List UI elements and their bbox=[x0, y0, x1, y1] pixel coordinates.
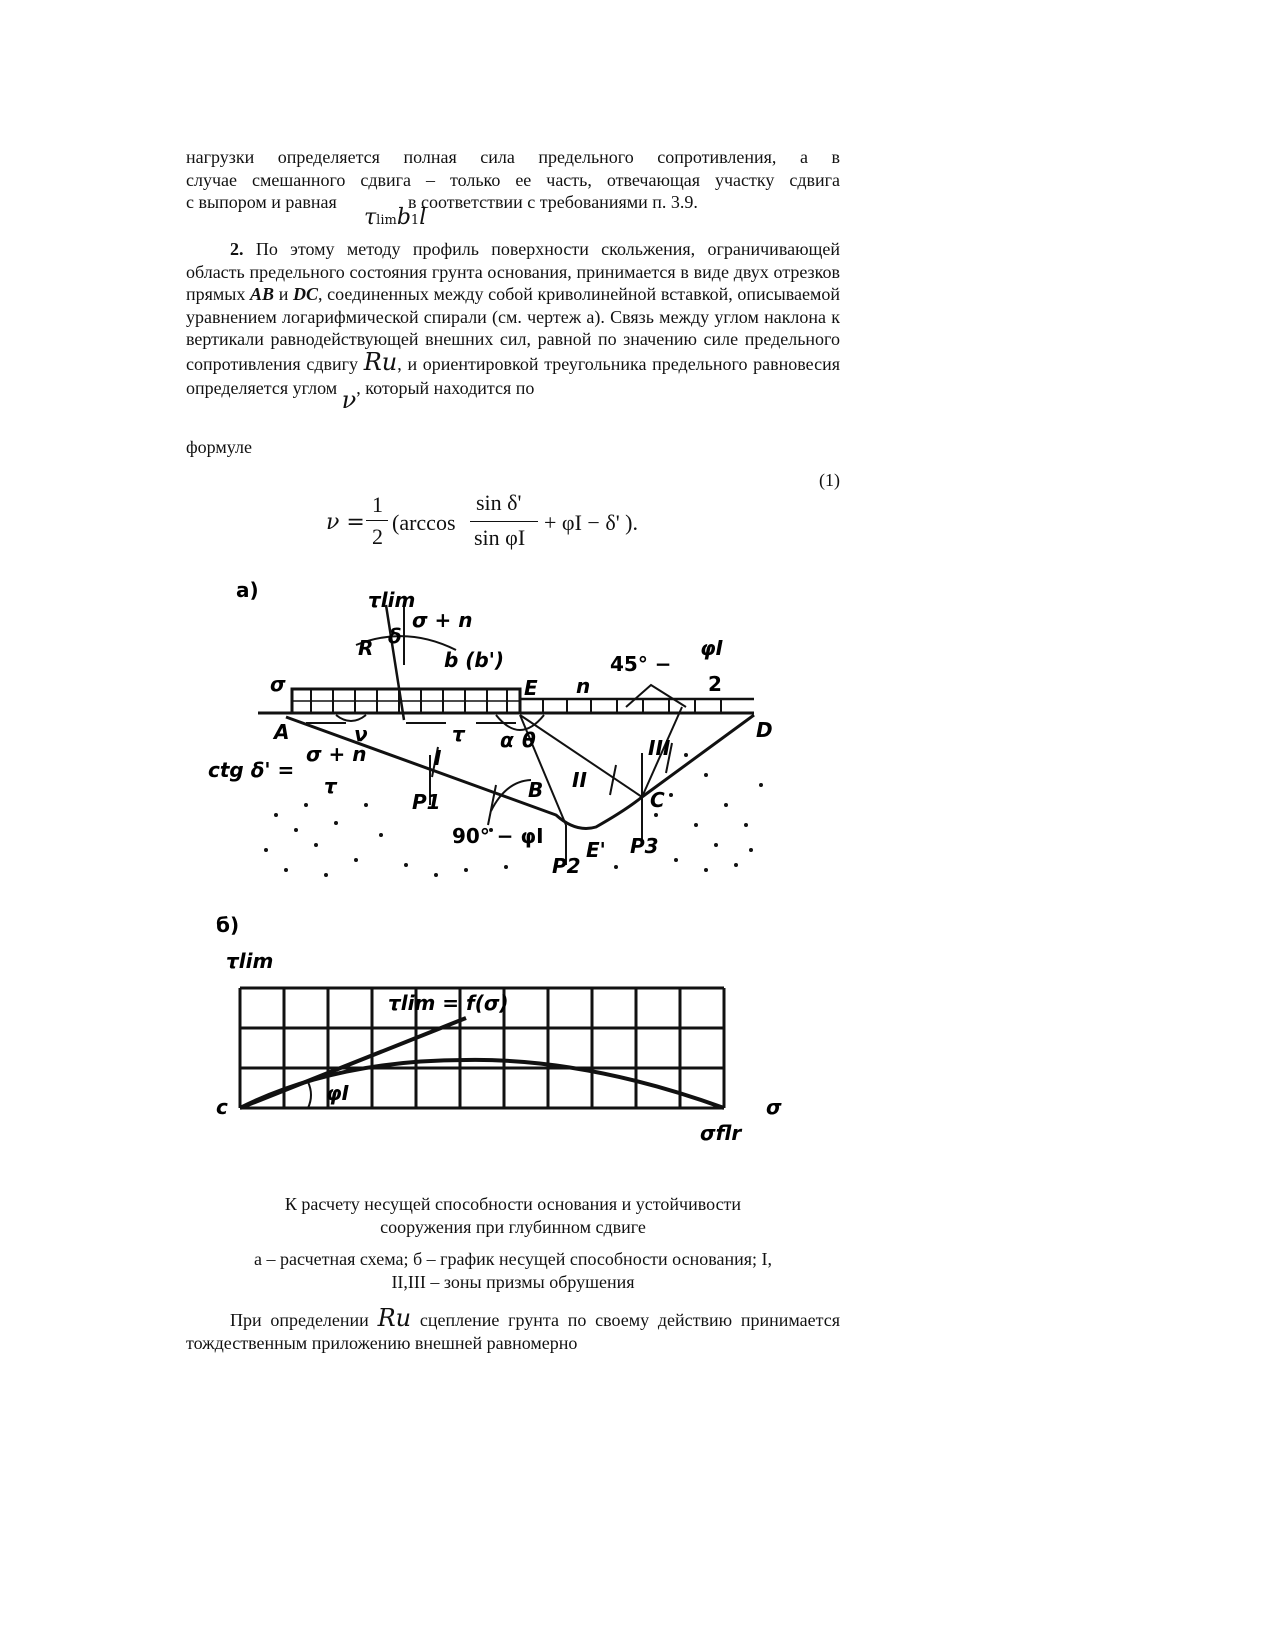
label-e: E bbox=[524, 676, 538, 700]
figure-b-chart bbox=[196, 910, 816, 1150]
label-ctg-denominator: τ bbox=[324, 774, 337, 798]
label-b-b-prime: b (b') bbox=[444, 648, 504, 672]
label-b-point: B bbox=[528, 778, 544, 802]
paragraph-1-line-2: случае смешанного сдвига – только ее часть, отвечающая участку сдвига bbox=[186, 169, 840, 190]
label-tau-lim: τlim bbox=[368, 588, 416, 612]
label-a: A bbox=[274, 720, 290, 744]
panel-a-label: а) bbox=[236, 578, 259, 602]
conjunction-and: и bbox=[278, 284, 289, 304]
label-zone-ii: II bbox=[572, 768, 587, 792]
label-nu: ν bbox=[354, 722, 368, 746]
caption-legend-line-1: а – расчетная схема; б – график несущей способности основания; I, bbox=[254, 1249, 772, 1269]
ru-symbol-2: Ru bbox=[377, 1304, 412, 1332]
paragraph-1-line-3 bbox=[186, 191, 840, 214]
label-ctg-numerator: σ + n bbox=[306, 742, 367, 766]
label-delta: δ bbox=[388, 624, 402, 648]
paragraph-1-line-3-start: с выпором и равная bbox=[186, 192, 337, 212]
equation-half-denominator: 2 bbox=[372, 524, 383, 549]
label-two: 2 bbox=[708, 672, 722, 696]
paragraph-1-line-1: нагрузки определяется полная сила предельного сопротивления, а в bbox=[186, 147, 840, 167]
equation-fraction-bar bbox=[470, 521, 538, 522]
paragraph-2-text-a: По этому методу профиль поверхности скольжения, ограничивающей область предельного состояния грунта основания, принимается в виде двух отрезков прямых bbox=[186, 239, 840, 304]
equation-lhs: ν = bbox=[326, 510, 365, 535]
tau-lim-formula: τlimb1l bbox=[364, 205, 427, 230]
label-90-minus-phi: 90° − φI bbox=[452, 824, 544, 848]
label-zone-iii: III bbox=[648, 736, 671, 760]
label-p2: P2 bbox=[552, 854, 581, 878]
paragraph-3 bbox=[186, 1304, 841, 1354]
equation-number: (1) bbox=[819, 470, 840, 490]
caption-legend-line-2: II,III – зоны призмы обрушения bbox=[391, 1271, 635, 1292]
label-sigma: σ bbox=[270, 672, 286, 696]
equation-half-numerator: 1 bbox=[372, 492, 383, 517]
paragraph-3-text-a: При определении bbox=[230, 1310, 369, 1330]
equation-half-bar bbox=[366, 520, 388, 521]
segment-ab: AB bbox=[250, 284, 275, 304]
paragraph-2 bbox=[186, 238, 840, 414]
equation-arccos: (arccos bbox=[392, 510, 456, 535]
label-zone-i: I bbox=[434, 746, 442, 770]
label-sigma-plus-n: σ + n bbox=[412, 608, 473, 632]
equation-rest: + φI − δ' ). bbox=[544, 510, 638, 535]
figure-a-diagram bbox=[206, 575, 826, 885]
label-d: D bbox=[756, 718, 773, 742]
caption-title-line-2: сооружения при глубинном сдвиге bbox=[380, 1216, 646, 1237]
paragraph-1 bbox=[186, 146, 840, 214]
paragraph-2-last-line: формуле bbox=[186, 437, 252, 457]
nu-symbol: ν bbox=[341, 386, 357, 414]
label-e-prime: E' bbox=[586, 838, 606, 862]
label-p1: P1 bbox=[412, 790, 441, 814]
x-axis-label: σ bbox=[766, 1095, 782, 1119]
angle-label: φI bbox=[326, 1081, 350, 1105]
paragraph-3-text-b: сцепление грунта по своему действию принимается тождественным приложению внешней равномерно bbox=[186, 1310, 841, 1353]
y-axis-label: τlim bbox=[226, 949, 274, 973]
equation-fraction-numerator: sin δ' bbox=[476, 490, 522, 515]
label-ctg-delta: ctg δ' = bbox=[208, 758, 295, 782]
caption-title-line-1: К расчету несущей способности основания и устойчивости bbox=[284, 1194, 742, 1214]
paragraph-1-line-3-end: в соответствии с требованиями п. 3.9. bbox=[408, 192, 698, 212]
label-c: C bbox=[650, 788, 665, 812]
label-r: R bbox=[358, 636, 374, 660]
paragraph-2-text-c: , и ориентировкой треугольника предельного равновесия определяется углом bbox=[186, 353, 840, 398]
paragraph-2-number: 2. bbox=[230, 239, 244, 259]
label-p3: P3 bbox=[630, 834, 659, 858]
segment-dc: DC bbox=[292, 284, 318, 304]
strength-line-label: τlim = f(σ) bbox=[388, 991, 509, 1015]
label-45-minus: 45° − bbox=[610, 652, 672, 676]
paragraph-2-text-b: , соединенных между собой криволинейной вставкой, описываемой уравнением логарифмической спирали (см. чертеж а). Связь между углом наклона к вертикали равнодействующей внешних сил, равной по значению силе предельного сопротивления сдвигу bbox=[186, 284, 840, 374]
equation-fraction-denominator: sin φI bbox=[474, 525, 526, 550]
label-alpha: α bbox=[500, 728, 514, 752]
document-page bbox=[186, 0, 840, 1651]
label-phi-i: φI bbox=[700, 636, 724, 660]
label-tau: τ bbox=[452, 722, 465, 746]
figure-caption-title bbox=[186, 1193, 840, 1238]
cohesion-label: c bbox=[216, 1095, 228, 1119]
equation-1 bbox=[326, 488, 726, 558]
ru-symbol: Ru bbox=[363, 347, 398, 376]
panel-b-label: б) bbox=[216, 913, 240, 937]
paragraph-2-text-d: , который находится по bbox=[356, 378, 535, 398]
label-n: n bbox=[576, 674, 591, 698]
label-theta: θ bbox=[522, 728, 536, 752]
sigma-flr-label: σflr bbox=[700, 1121, 742, 1145]
figure-caption-legend bbox=[186, 1248, 840, 1293]
